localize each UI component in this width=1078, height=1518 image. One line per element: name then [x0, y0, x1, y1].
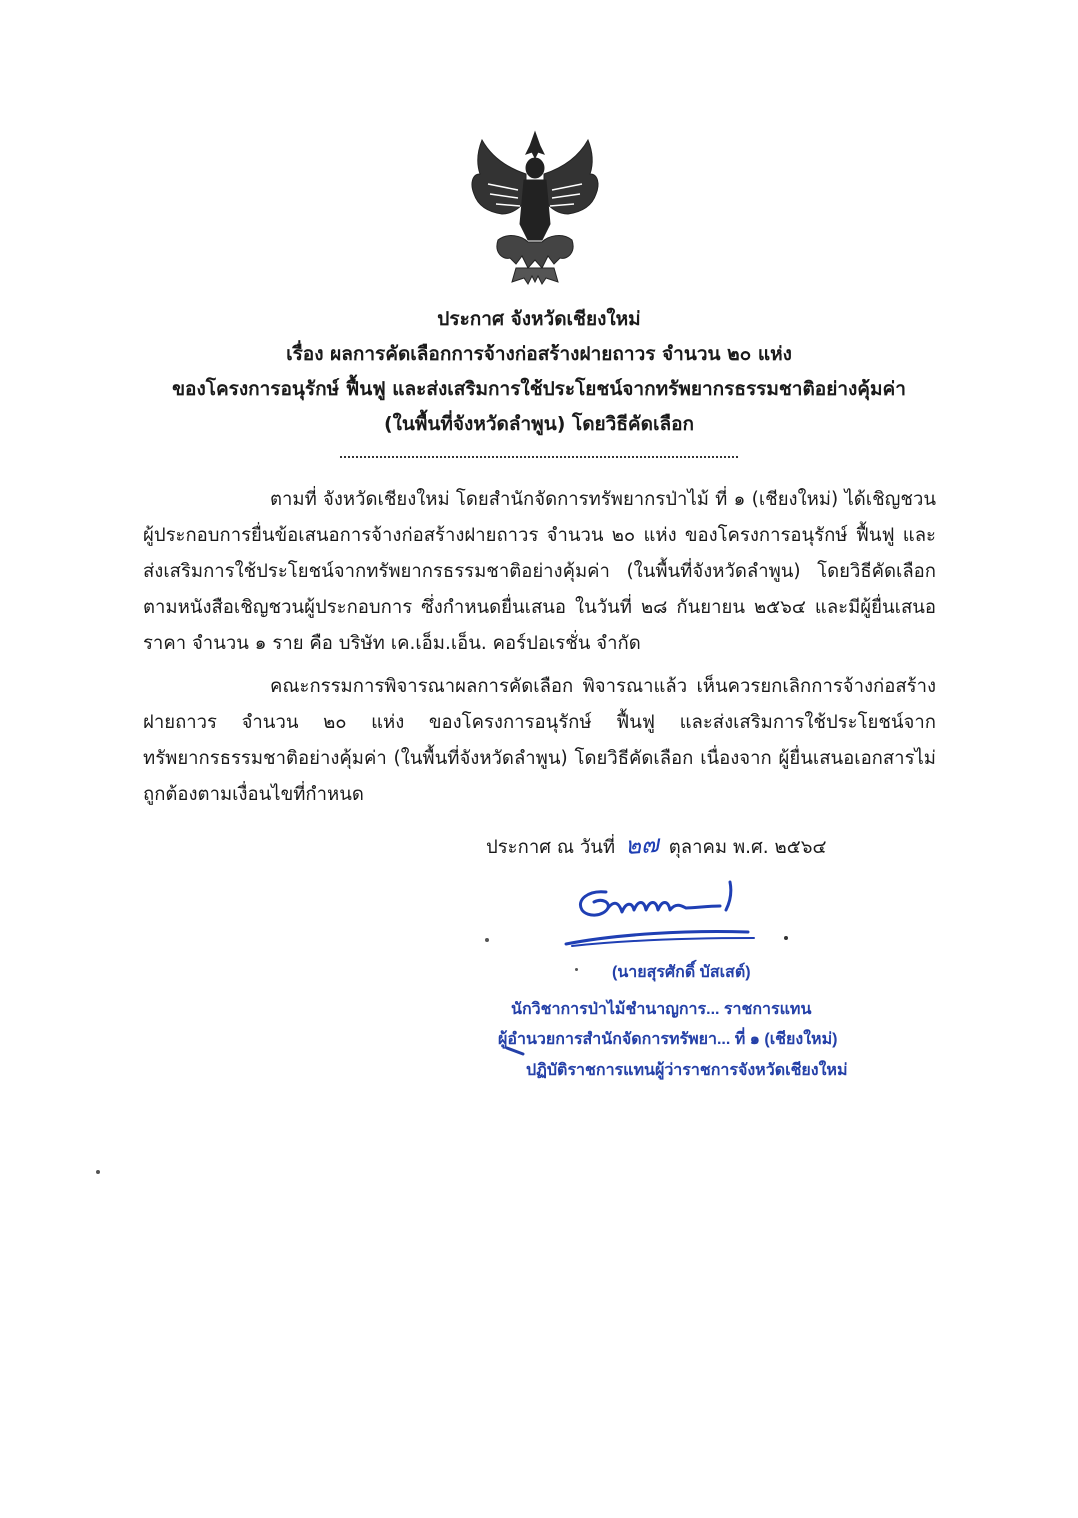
- dotted-divider: [340, 456, 738, 458]
- scan-speck: [96, 1170, 100, 1174]
- dateline-suffix: ตุลาคม พ.ศ. ๒๕๖๔: [668, 837, 827, 858]
- signer-position-2: ผู้อำนวยการสำนักจัดการทรัพยา... ที่ ๑ (เชียงใหม่): [498, 1031, 838, 1048]
- dateline-prefix: ประกาศ ณ วันที่: [486, 837, 616, 858]
- subject-line-2: ของโครงการอนุรักษ์ ฟื้นฟู และส่งเสริมการใช้ประโยชน์จากทรัพยากรธรรมชาติอย่างคุ้มค่า: [172, 378, 906, 400]
- subject-line: เรื่อง ผลการคัดเลือกการจ้างก่อสร้างฝายถาวร จำนวน ๒๐ แห่ง: [286, 343, 792, 365]
- stamp-mark-icon: [505, 1046, 525, 1056]
- subject-line-3: (ในพื้นที่จังหวัดลำพูน) โดยวิธีคัดเลือก: [383, 413, 695, 435]
- handwritten-signature-icon: [558, 872, 808, 952]
- handwritten-day: ๒๗: [624, 829, 660, 861]
- dateline: [486, 830, 826, 863]
- announcement-title: ประกาศ จังหวัดเชียงใหม่: [437, 308, 641, 330]
- body-paragraph-1: ตามที่ จังหวัดเชียงใหม่ โดยสำนักจัดการทรัพยากรป่าไม้ ที่ ๑ (เชียงใหม่) ได้เชิญชวนผู้ประกอบการยื่นข้อเสนอการจ้างก่อสร้างฝายถาวร จำนวน ๒๐ แห่ง ของโครงการอนุรักษ์ ฟื้นฟู และส่งเสริมการใช้ประโยชน์จากทรัพยากรธรรมชาติอย่างคุ้มค่า (ในพื้นที่จังหวัดลำพูน) โดยวิธีคัดเลือก ตามหนังสือเชิญชวนผู้ประกอบการ ซึ่งกำหนดยื่นเสนอ ในวันที่ ๒๘ กันยายน ๒๕๖๔ และมีผู้ยื่นเสนอราคา จำนวน ๑ ราย คือ บริษัท เค.เอ็ม.เอ็น. คอร์ปอเรชั่น จำกัด: [143, 489, 936, 654]
- signer-position-3: ปฏิบัติราชการแทนผู้ว่าราชการจังหวัดเชียงใหม่: [526, 1062, 848, 1079]
- scan-speck: [485, 938, 489, 942]
- signer-name: (นายสุรศักดิ์ บัสเสต์): [612, 964, 751, 981]
- signer-position-1: นักวิชาการป่าไม้ชำนาญการ... ราชการแทน: [511, 1001, 812, 1018]
- garuda-emblem-icon: [468, 128, 602, 286]
- scan-speck: [575, 968, 578, 971]
- body-paragraph-2: คณะกรรมการพิจารณาผลการคัดเลือก พิจารณาแล้ว เห็นควรยกเลิกการจ้างก่อสร้างฝายถาวร จำนวน ๒๐ แห่ง ของโครงการอนุรักษ์ ฟื้นฟู และส่งเสริมการใช้ประโยชน์จากทรัพยากรธรรมชาติอย่างคุ้มค่า (ในพื้นที่จังหวัดลำพูน) โดยวิธีคัดเลือก เนื่องจาก ผู้ยื่นเสนอเอกสารไม่ถูกต้องตามเงื่อนไขที่กำหนด: [143, 676, 936, 805]
